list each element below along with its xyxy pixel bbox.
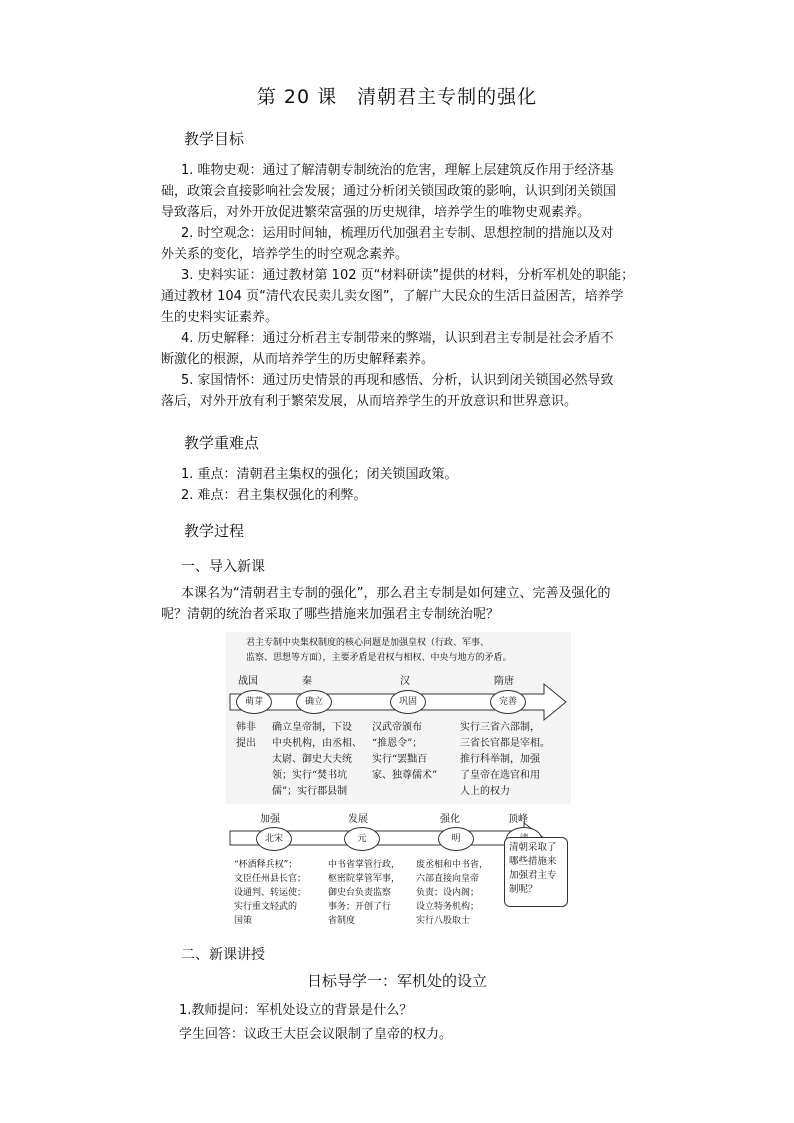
era-intensify: 强化 xyxy=(440,814,460,825)
era-han: 汉 xyxy=(400,676,410,687)
desc-han: 汉武帝颁布 “推恩令”； 实行“罢黜百 家、独尊儒术” xyxy=(372,722,438,781)
era-peak: 顶峰 xyxy=(508,814,528,825)
era-develop: 发展 xyxy=(348,814,368,825)
goal-1-line-2: 础，政策会直接影响社会发展；通过分析闭关锁国政策的影响，认识到闭关锁国 xyxy=(161,184,617,199)
node-sprout: 萌芽 xyxy=(236,690,272,714)
teacher-question: 1.教师提问：军机处设立的背景是什么？ xyxy=(179,1003,413,1018)
era-qin: 秦 xyxy=(302,676,312,687)
intro-text xyxy=(161,583,621,625)
desc-ming: 废丞相和中书省， 六部直接向皇帝 负责；设内阁； 设立特务机构； 实行八股取士 xyxy=(416,860,489,926)
desc-yuan: 中书省掌管行政， 枢密院掌管军事， 御史台负责监察 事务；开创了行 省制度 xyxy=(328,860,401,926)
era-warring-states: 战国 xyxy=(238,676,258,687)
node-perfect: 完善 xyxy=(490,690,526,714)
intro-line-1: 本课名为“清朝君主专制的强化”，那么君主专制是如何建立、完善及强化的 xyxy=(181,586,611,601)
question-bubble: 清朝采取了 哪些措施来 加强君主专 制呢？ xyxy=(504,837,568,907)
figure-caption-line-1: 君主专制中央集权制度的核心问题是加强皇权（行政、军事、 xyxy=(246,638,490,648)
key-point-2: 2. 难点：君主集权强化的利弊。 xyxy=(181,488,367,503)
key-points-heading: 教学重难点 xyxy=(184,434,260,452)
node-northern-song: 北宋 xyxy=(256,827,292,851)
figure-caption-line-2: 监察、思想等方面），主要矛盾是君权与相权、中央与地方的矛盾。 xyxy=(246,653,512,663)
goals-heading: 教学目标 xyxy=(184,130,245,148)
goal-3-line-1: 3. 史料实证：通过教材第 102 页“材料研读”提供的材料，分析军机处的职能； xyxy=(181,268,635,283)
goal-3-line-2: 通过教材 104 页“清代农民卖儿卖女图”，了解广大民众的生活日益困苦，培养学 xyxy=(161,289,624,304)
timeline-figure xyxy=(226,632,571,934)
goal-5-line-1: 5. 家国情怀：通过历史情景的再现和感悟、分析，认识到闭关锁国必然导致 xyxy=(181,373,614,388)
goal-5-line-2: 落后，对外开放有利于繁荣发展，从而培养学生的开放意识和世界意识。 xyxy=(161,394,578,409)
era-sui-tang: 隋唐 xyxy=(494,676,514,687)
desc-sui-tang: 实行三省六部制， 三省长官都是宰相。 推行科举制，加强 了皇帝在选官和用 人上的权力 xyxy=(460,722,550,797)
new-lesson-heading: 二、新课讲授 xyxy=(181,947,265,963)
node-consolidate: 巩固 xyxy=(390,690,426,714)
key-points-list xyxy=(181,464,621,506)
goal-3-line-3: 生的史料实证素养。 xyxy=(161,310,279,325)
goal-1-line-3: 导致落后，对外开放促进繁荣富强的历史规律，培养学生的唯物史观素养。 xyxy=(161,205,591,220)
desc-qin: 确立皇帝制，下设 中央机构，由丞相、 太尉、御史大夫统 领；实行“焚书坑 儒”；实行郡县制 xyxy=(272,722,362,797)
process-heading: 教学过程 xyxy=(184,522,245,540)
goal-4-line-1: 4. 历史解释：通过分析君主专制带来的弊端，认识到君主专制是社会矛盾不 xyxy=(181,331,614,346)
goal-2-line-2: 外关系的变化，培养学生的时空观念素养。 xyxy=(161,247,409,262)
desc-northern-song: “杯酒释兵权”； 文臣任州县长官； 设通判、转运使； 实行重文轻武的 国策 xyxy=(234,860,307,926)
node-yuan: 元 xyxy=(344,827,380,851)
node-establish: 确立 xyxy=(296,690,332,714)
goal-1-line-1: 1. 唯物史观：通过了解清朝专制统治的危害，理解上层建筑反作用于经济基 xyxy=(181,163,614,178)
goal1-title: 日标导学一：军机处的设立 xyxy=(306,972,487,990)
intro-heading: 一、导入新课 xyxy=(181,559,265,575)
goal-2-line-1: 2. 时空观念：运用时间轴，梳理历代加强君主专制、思想控制的措施以及对 xyxy=(181,226,614,241)
student-answer: 学生回答：议政王大臣会议限制了皇帝的权力。 xyxy=(179,1027,453,1042)
era-strengthen: 加强 xyxy=(260,814,280,825)
goals-list xyxy=(161,160,635,412)
desc-warring-states: 韩非 提出 xyxy=(236,722,256,749)
qa-block xyxy=(181,1000,621,1045)
intro-line-2: 呢？清朝的统治者采取了哪些措施来加强君主专制统治呢？ xyxy=(161,607,500,622)
node-ming: 明 xyxy=(438,827,474,851)
page-title: 第 20 课 清朝君主专制的强化 xyxy=(256,86,538,108)
goal-4-line-2: 断激化的根源，从而培养学生的历史解释素养。 xyxy=(161,352,435,367)
key-point-1: 1. 重点：清朝君主集权的强化；闭关锁国政策。 xyxy=(181,467,458,482)
